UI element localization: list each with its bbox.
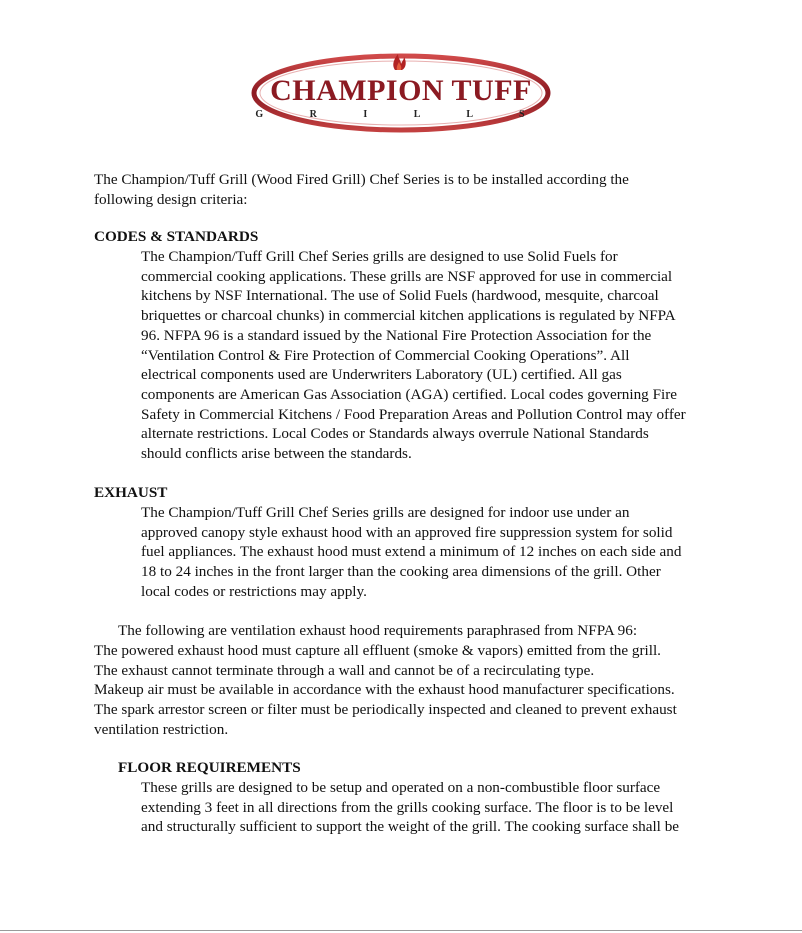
- paragraph-line: These grills are designed to be setup and operated on a non-combustible floor surface: [141, 779, 661, 796]
- paragraph-line: fuel appliances. The exhaust hood must extend a minimum of 12 inches on each side and: [141, 543, 682, 561]
- paragraph-line: electrical components used are Underwriters Laboratory (UL) certified. All gas: [141, 366, 622, 384]
- paragraph-line: local codes or restrictions may apply.: [141, 582, 367, 600]
- paragraph-line: should conflicts arise between the standards.: [141, 445, 412, 463]
- paragraph-line: 18 to 24 inches in the front larger than the cooking area dimensions of the grill. Other: [141, 563, 661, 581]
- paragraph-line: 96. NFPA 96 is a standard issued by the National Fire Protection Association for the: [141, 326, 652, 344]
- requirement-line: ventilation restriction.: [94, 720, 229, 738]
- codes-standards-heading: CODES & STANDARDS: [94, 228, 259, 245]
- logo-subtitle-text: G R I L L S: [255, 109, 547, 120]
- exhaust-heading: EXHAUST: [94, 484, 168, 501]
- requirement-line: The powered exhaust hood must capture all effluent (smoke & vapors) emitted from the grill.: [94, 642, 661, 659]
- paragraph-line: components are American Gas Association (AGA) certified. Local codes governing Fire: [141, 385, 678, 403]
- paragraph-line: briquettes or charcoal chunks) in commercial kitchen applications is regulated by NFPA: [141, 307, 676, 325]
- paragraph-line: The Champion/Tuff Grill Chef Series grills are designed for indoor use under an: [141, 504, 630, 521]
- floor-requirements-body: [141, 778, 741, 837]
- ventilation-requirements: [94, 641, 734, 740]
- intro-paragraph: [94, 170, 734, 209]
- page-bottom-divider: [0, 930, 802, 931]
- codes-standards-body: [141, 247, 741, 464]
- paragraph-line: extending 3 feet in all directions from the grills cooking surface. The floor is to be level: [141, 798, 674, 816]
- ventilation-intro: The following are ventilation exhaust hood requirements paraphrased from NFPA 96:: [118, 622, 638, 639]
- requirement-line: Makeup air must be available in accordance with the exhaust hood manufacturer specifications.: [94, 681, 675, 699]
- requirement-line: The exhaust cannot terminate through a wall and cannot be of a recirculating type.: [94, 661, 595, 679]
- paragraph-line: kitchens by NSF International. The use of Solid Fuels (hardwood, mesquite, charcoal: [141, 287, 659, 305]
- paragraph-line: approved canopy style exhaust hood with an approved fire suppression system for solid: [141, 523, 673, 541]
- floor-requirements-heading: FLOOR REQUIREMENTS: [118, 759, 301, 776]
- logo-brand-text: CHAMPION TUFF: [270, 74, 532, 107]
- paragraph-line: “Ventilation Control & Fire Protection of Commercial Cooking Operations”. All: [141, 346, 630, 364]
- paragraph-line: commercial cooking applications. These grills are NSF approved for use in commercial: [141, 267, 673, 285]
- paragraph-line: alternate restrictions. Local Codes or Standards always overrule National Standards: [141, 425, 649, 443]
- exhaust-body: [141, 503, 741, 602]
- intro-line: The Champion/Tuff Grill (Wood Fired Grill) Chef Series is to be installed according the: [94, 171, 629, 188]
- intro-line: following design criteria:: [94, 190, 248, 208]
- paragraph-line: The Champion/Tuff Grill Chef Series grills are designed to use Solid Fuels for: [141, 248, 618, 265]
- requirement-line: The spark arrestor screen or filter must be periodically inspected and cleaned to prevent exhaust: [94, 701, 677, 719]
- champion-tuff-logo: [250, 48, 552, 134]
- paragraph-line: and structurally sufficient to support the weight of the grill. The cooking surface shall be: [141, 818, 680, 836]
- paragraph-line: Safety in Commercial Kitchens / Food Preparation Areas and Pollution Control may offer: [141, 405, 686, 423]
